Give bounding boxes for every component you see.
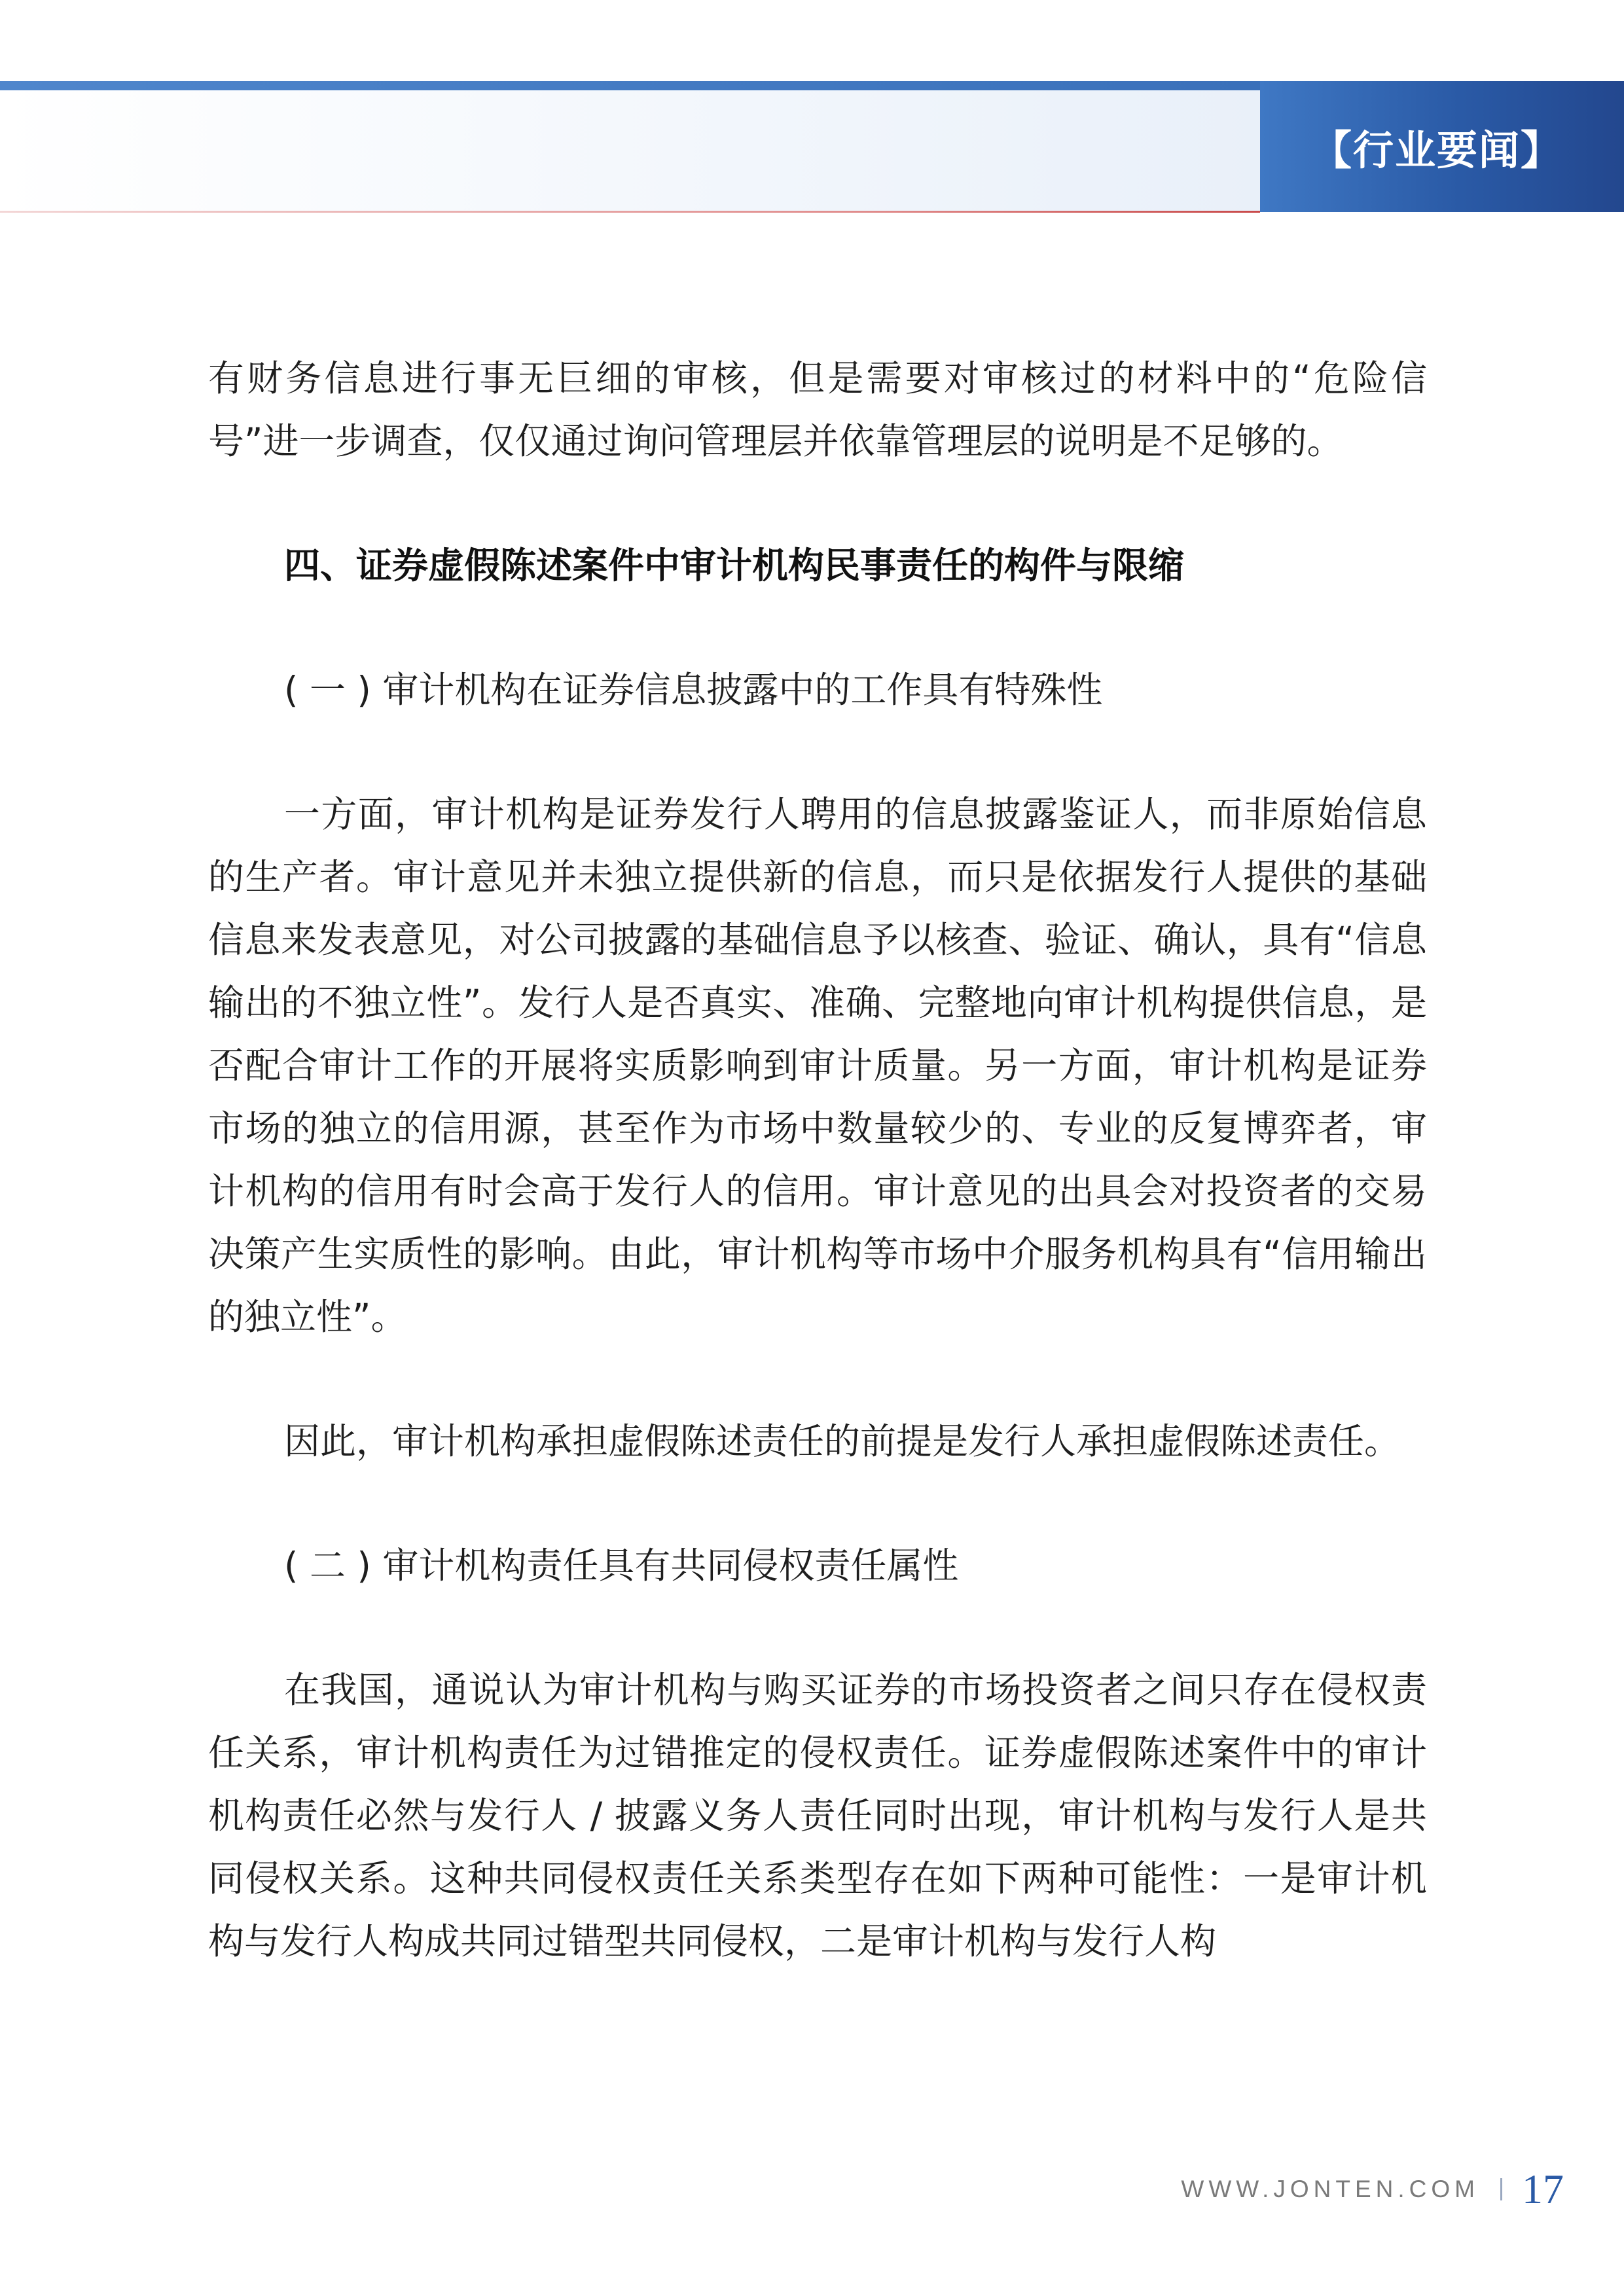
subsection-heading-2: ( 二 ) 审计机构责任具有共同侵权责任属性: [284, 1545, 959, 1587]
section-tag: [1260, 81, 1624, 212]
article-body: [208, 347, 1427, 1973]
section-heading: 四、证券虚假陈述案件中审计机构民事责任的构件与限缩: [284, 545, 1185, 586]
paragraph: 在我国，通说认为审计机构与购买证券的市场投资者之间只存在侵权责任关系，审计机构责任为过错推定的侵权责任。证券虚假陈述案件中的审计机构责任必然与发行人 / 披露义务人责任同时出现，审计机构与发行人是共同侵权关系。这种共同侵权责任关系类型存在如下两种可能性：一是审计机构与发行人构成共同过错型共同侵权，二是审计机构与发行人构: [208, 1669, 1427, 1962]
subsection-heading-1: ( 一 ) 审计机构在证券信息披露中的工作具有特殊性: [284, 669, 1103, 711]
paragraph: 因此，审计机构承担虚假陈述责任的前提是发行人承担虚假陈述责任。: [284, 1420, 1401, 1462]
page-footer: [1181, 2160, 1564, 2219]
paragraph-continued: 有财务信息进行事无巨细的审核，但是需要对审核过的材料中的“危险信号”进一步调查，仅仅通过询问管理层并依靠管理层的说明是不足够的。: [208, 357, 1427, 462]
header-top-line: [0, 81, 1260, 90]
section-tag-label: 【行业要闻】: [1311, 126, 1563, 174]
header-divider-line: [0, 211, 1260, 213]
header-band: [0, 90, 1260, 212]
website-url: WWW.JONTEN.COM: [1181, 2176, 1479, 2202]
paragraph: 一方面，审计机构是证券发行人聘用的信息披露鉴证人，而非原始信息的生产者。审计意见并未独立提供新的信息，而只是依据发行人提供的基础信息来发表意见，对公司披露的基础信息予以核查、验证、确认，具有“信息输出的不独立性”。发行人是否真实、准确、完整地向审计机构提供信息，是否配合审计工作的开展将实质影响到审计质量。另一方面，审计机构是证券市场的独立的信用源，甚至作为市场中数量较少的、专业的反复博弈者，审计机构的信用有时会高于发行人的信用。审计意见的出具会对投资者的交易决策产生实质性的影响。由此，审计机构等市场中介服务机构具有“信用输出的独立性”。: [208, 793, 1427, 1338]
footer-divider: [1500, 2178, 1502, 2200]
page-number: 17: [1522, 2166, 1564, 2212]
